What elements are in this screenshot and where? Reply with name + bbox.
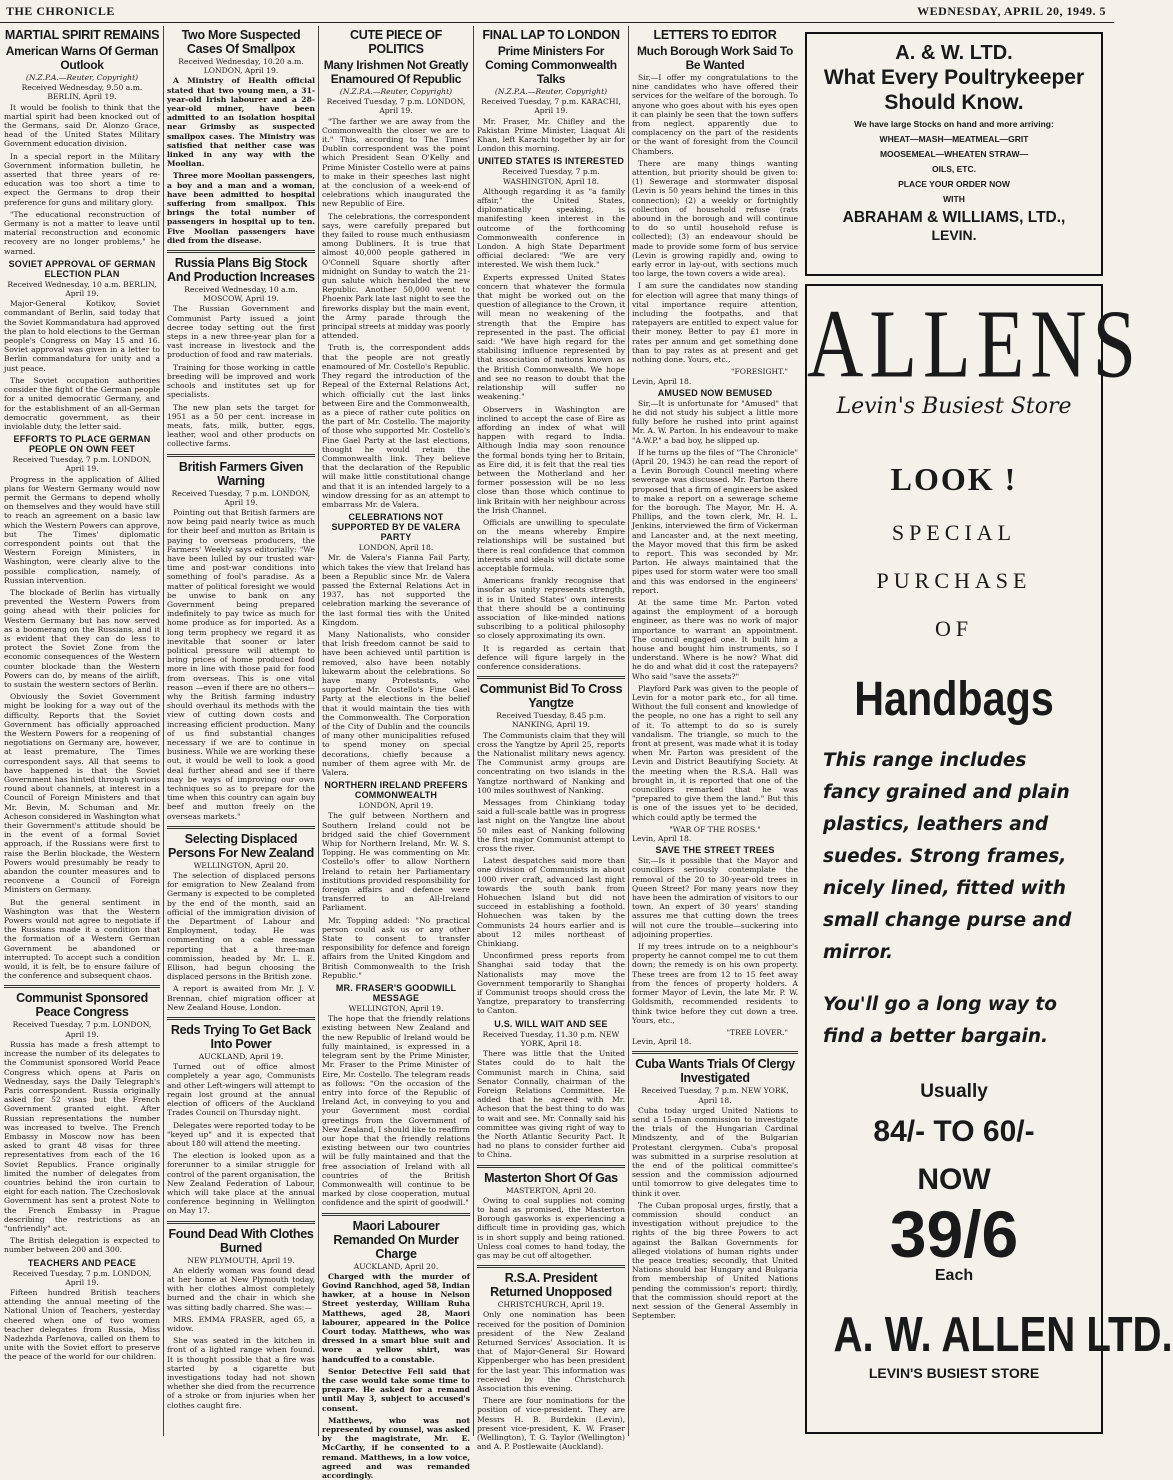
paragraph: The new plan sets the target for 1951 as a 50 per cent. increase in meats, fats, milk, butter, eggs, leather, wool and other products on collective farms.	[167, 402, 315, 449]
paragraph: Russia has made a fresh attempt to increase the number of its delegates to the Communist sponsored World Peace Congress which opens at Paris on Wednesday, says the Daily Telegraph's Paris correspondent. Russia originally asked for 52 visas but the French Government granted eight. After Russian representations the number was increased to twelve. The French Embassy in Moscow now has been asked to grant 48 visas for three representatives from each of the 16 Soviet Republics. France originally limited the number of delegates from countries behind the iron curtain to eight for each nation. The Czechoslovak Government has sent a protest Note to the French Embassy in Prague describing the restrictions as an "unfriendly" act.	[4, 1039, 160, 1233]
paragraph: There was little that the United States could do to halt the Communist march in China, said Senator Connally, chairman of the Foreign Relations Committee. He added that he agreed with Mr. Acheson that the best thing to do was to wait and see. Mr. Connally said his committee was giving right of way to the North Atlantic Security Pact. It had no plans to consider further aid to China.	[477, 1049, 625, 1160]
ad-text: WITH	[943, 194, 965, 204]
ad-text: PLACE YOUR ORDER NOW	[898, 179, 1010, 189]
divider	[477, 676, 625, 679]
divider	[167, 454, 315, 457]
headline: CUTE PIECE OF POLITICS	[350, 28, 442, 56]
paragraph: Training for those working in cattle breeding will be improved and work schools and institutes set up for specialists.	[167, 362, 315, 400]
ad-now: NOW	[917, 1163, 991, 1196]
subhead: SAVE THE STREET TREES	[655, 845, 775, 856]
paragraph: Sir,—It is unfortunate for "Amused" that he did not study his subject a little more fully before he rushed into print against Mr. A. W. Parton. In his endeavour to make "A.W.P." a bad boy, he slipped up.	[632, 398, 798, 445]
ad-each: Each	[934, 1267, 974, 1284]
paragraph: But the general sentiment in Washington was that the Western Powers would not agree to negotiate if the Russians made it a condition that the formation of a Western German Government be abandoned or interrupted. To accept such a condition would, it is felt, be to ensure failure of the conference and subsequent chaos.	[4, 897, 160, 981]
paragraph: Messages from Chinkiang today said a full-scale battle was in progress last night on the Yangtze line about 50 miles east of Nanking following the first major Communist attempt to cross the river.	[477, 798, 625, 854]
paper-name: THE CHRONICLE	[6, 4, 115, 18]
paragraph: Officials are unwilling to speculate on the means whereby Empire relationships will be sustained but there is real confidence that common interests and ideals will dictate some acceptable formula.	[477, 517, 625, 573]
paragraph: Cuba today urged United Nations to send a 15-man commission to investigate the trials of the Hungarian Cardinal Mindszenty, and of the Bulgarian Protestant clergymen. Cuba's proposal was submitted in a surprise resolution at the end of the political committee's session and the commission adjourned until tomorrow to give delegates time to think it over.	[632, 1105, 798, 1198]
page-date: WEDNESDAY, APRIL 20, 1949. 5	[917, 4, 1106, 18]
ad-company-slogan: LEVIN'S BUSIEST STORE	[868, 1365, 1040, 1381]
paragraph: Many Nationalists, who consider that Irish freedom cannot be said to have been achieved until partition is removed, also have been notably lukewarm about the celebrations. So have many Protestants, who supported Mr. Costello's Fine Gael Party at the elections in the belief that it would maintain the ties with the Commonwealth. The Corporation of the City of Dublin and the councils of many other municipalities refused to spend money on special decorations, chiefly because a number of them agree with Mr. de Valera.	[322, 629, 470, 778]
paragraph: If my trees intrude on to a neighbour's property he cannot compel me to cut them down; the remedy is on his own property. These trees are from 12 to 15 feet away from the fences of property holders. A former Mayor of Levin, the late Mr. P. W. Goldsmith, recommended residents to think twice before they cut down a tree. Yours, etc.,	[632, 942, 798, 1025]
paragraph: The blockade of Berlin has virtually prevented the Western Powers from going ahead with their policies for Western Germany but has now served as a boomerang on the Russians, and it is evident that they can do less to protect the Soviet Zone from the economic consequences of the Western counter blockade than the Western Powers can do, by means of the airlift, to sustain the western sectors of Berlin.	[4, 587, 160, 689]
subhead: UNITED STATES IS INTERESTED	[477, 156, 625, 167]
ad-company: ABRAHAM & WILLIAMS, LTD.,	[842, 209, 1066, 226]
paragraph: Matthews, who was not represented by counsel, was asked by the magistrate, Mr. E. McCarthy, if he consented to a remand. Matthews, in a low voice, agreed and was remanded accordingly.	[322, 1415, 470, 1480]
paragraph: She was seated in the kitchen in front of a lighted range when found. It is thought possible that a fire was started by a cigarette but investigations today had not shown whether she died from the recurrence of a stroke or from injuries when her clothes caught fire.	[167, 1336, 315, 1410]
headline: Russia Plans Big Stock And Production Increases	[167, 256, 315, 285]
byline: (N.Z.P.A.—Reuter, Copyright)	[339, 87, 453, 96]
subhead: TEACHERS AND PEACE	[27, 1257, 137, 1268]
divider	[167, 826, 315, 829]
headline: FINAL LAP TO LONDON	[482, 28, 620, 42]
paragraph: The election is looked upon as a forerunner to a similar struggle for control of the parent organisation, the New Zealand Federation of Labour, which will take place at the annual conference beginning in Wellington on May 17.	[167, 1151, 315, 1216]
divider	[477, 1165, 625, 1168]
column-4	[477, 26, 625, 1452]
paragraph: Truth is, the correspondent adds that the people are not greatly enamoured of Mr. Costello's Republic. They regard the introduction of the Repeal of the External Relations Act, which officially cut the last links between Eire and the Commonwealth, as a piece of rather cute politics on the part of Mr. Costello. The majority of those who supported Mr. Costello's Fine Gael Party at the last elections, thought he would retain the Commonwealth link. They believe that the declaration of the Republic will make little constitutional change and that it is an intended largely to a window dressing for as an attempt to embarrass Mr. de Valera.	[322, 343, 470, 509]
subhead: NORTHERN IRELAND PREFERS COMMONWEALTH	[324, 780, 468, 801]
paragraph: In a special report in the Military Government information bulletin, he asserted that three years of re-education was too short a time to expect the Germans to drop their preference for guns and military glory.	[4, 151, 160, 207]
ad-look: LOOK !	[890, 461, 1018, 497]
dateline: Received Tuesday, 8.45 p.m. NANKING, April 19.	[496, 711, 606, 730]
subheadline: Many Irishmen Not Greatly Enamoured Of Republic	[323, 58, 469, 86]
dateline: Received Tuesday, 7 p.m. LONDON, April 19.	[326, 97, 466, 116]
paragraph: There are four nominations for the position of vice-president. They are Messrs H. B. Burdekin (Levin), present vice-president, K. W. Fraser (Wellington), T. G. Taylor (Wellington) and A. P. Postlewaite (Auckland).	[477, 1396, 625, 1452]
ad-old-price: 84/- TO 60/-	[873, 1115, 1035, 1148]
headline: Communist Bid To Cross Yangtze	[479, 682, 623, 711]
dateline: Received Tuesday, 7 p.m. WASHINGTON, April 18.	[502, 167, 600, 186]
ad-price: 39/6	[889, 1197, 1019, 1271]
paragraph: Progress in the application of Allied plans for Western Germany would now permit the Germans to depend wholly on themselves and they would have still to reach an agreement on a basic law which the Western Powers can approve, but The Times' diplomatic correspondent points out that the Western Foreign Ministers, in Washington, were clearly alive to the possible complication, namely, of Russian intervention.	[4, 474, 160, 585]
paragraph: The selection of displaced persons for emigration to New Zealand from Germany is expected to be completed by the end of the month, said an official of the immigration division of the Department of Labour and Employment, today. He was commenting on a cable message reporting that a three-man commission, headed by Mr. L. E. Ellison, had begun choosing the displaced persons in the British zone.	[167, 871, 315, 982]
paragraph: The Communists claim that they will cross the Yangtze by April 25, reports the Nationalist military news agency. The Communist army groups are concentrating on two islands in the Yangtze northward of Nanking and 100 miles southwest of Nanking.	[477, 730, 625, 795]
paragraph: If he turns up the files of "The Chronicle" (April 20, 1943) he can read the report of a Levin Borough Council meeting where sewerage was discussed. Mr. Parton there proposed that a firm of engineers be asked to make a report on a sewerage scheme for the borough. The Mayor, Mr. H. A. Phillips, and the town clerk, Mr. H. L. Jenkins, interviewed the firm of Vickerman and Lancaster and, at the next meeting, the Mayor moved that this firm be asked to report. This was seconded by Mr. Parton. He always maintained that the pipes used for storm water were too small and this was endorsed in the engineers' report.	[632, 447, 798, 595]
dateline: CHRISTCHURCH, April 19.	[497, 1300, 605, 1310]
paragraph: Latest despatches said more than one division of Communists in about 1000 river craft, advanced last night towards the south bank from Hohuechen Island but did not succeed in establishing a foothold. Hohuechen was taken by the Communists 24 hours earlier and is about 12 miles northeast of Chinkiang.	[477, 856, 625, 949]
subhead: CELEBRATIONS NOT SUPPORTED BY DE VALERA PARTY	[331, 512, 461, 543]
dateline: Received Tuesday, 7 p.m. LONDON, April 19.	[12, 455, 152, 474]
paragraph: Three more Moolian passengers, a boy and a man and a woman, have been admitted to hospital suffering from smallpox. This brings the total number of passengers in hospital up to ten. Five Moolian passengers have died from the disease.	[167, 171, 315, 245]
headline: Communist Sponsored Peace Congress	[16, 991, 148, 1020]
dateline: Received Tuesday, 7 p.m. LONDON, April 19.	[12, 1020, 152, 1039]
paragraph: The Cuban proposal urges, firstly, that a commission should conduct an investigation without prejudice to the rights of the big three Powers to act against the Balkan Governments for alleged violations of human rights under the peace treaties; secondly, that United Nations should bar Hungary and Bulgaria from membership of United Nations pending the commission's report; thirdly, that the commission should report at the next session of the General Assembly in September.	[632, 1200, 798, 1321]
divider	[632, 1051, 798, 1054]
subhead: AMUSED NOW BEMUSED	[657, 387, 773, 398]
dateline: Received Tuesday, 7 p.m. NEW YORK, April 18.	[641, 1086, 789, 1105]
ad-description: This range includes fancy grained and plain plastics, leathers and suedes. Strong frames, nicely lined, fitted with small change purse and mirror.	[823, 750, 1072, 963]
dateline: AUCKLAND, April 19.	[198, 1052, 284, 1062]
subheadline: American Warns Of German Outlook	[5, 44, 159, 72]
column-5	[632, 26, 798, 1436]
paragraph: Major-General Kotikov, Soviet commandant of Berlin, said today that the Soviet Kommandatura had approved the plan to hold elections to the German people's Congress on May 15 and 16. Soviet approval was given in a letter to Berlin commandatura for unity and a just peace.	[4, 299, 160, 373]
ad-purchase: PURCHASE	[876, 568, 1032, 593]
paragraph: Turned out of office almost completely a year ago, Communists and other Left-wingers will attempt to regain lost ground at the annual election of officers of the Auckland Trades Council on Thursday night.	[167, 1062, 315, 1118]
advertisement-allens	[805, 284, 1173, 1434]
byline: (N.Z.P.A.—Reuter, Copyright)	[494, 87, 608, 96]
paragraph: MRS. EMMA FRASER, aged 65, a widow.	[167, 1314, 315, 1333]
paragraph: Delegates were reported today to be "keyed up" and it is expected that about 180 will attend the meeting.	[167, 1120, 315, 1148]
paragraph: Americans frankly recognise that insofar as unity represents strength, it is in United States' own interests that there should be a continuing association of like-minded nations subscribing to a political philosophy so closely approximating its own.	[477, 576, 625, 641]
headline: British Farmers Given Warning	[178, 459, 304, 488]
paragraph: Only one nomination has been received for the position of Dominion president of the New Zealand Returned Services' Association. It is that of Major-General Sir Howard Kippenberger who has been president for the last year. This information was received by the Christchurch Association this evening.	[477, 1310, 625, 1393]
dateline: MASTERTON, April 20.	[505, 1185, 597, 1195]
letter-location: Levin, April 18.	[632, 376, 692, 386]
column-3	[322, 26, 470, 1480]
dateline: Received Wednesday, 10 a.m. BERLIN, April 19.	[7, 279, 157, 299]
letter-signature: "FORESIGHT."	[731, 367, 788, 377]
paragraph: Obviously the Soviet Government might be looking for a way out of the difficulty. Reports that the Soviet Government has officially approached the Western Powers for a reopening of negotiations on Germany are, however, at least premature, The Times correspondent says. All that seems to have happened is that the Soviet Government has hinted through various round about channels, at interest in a Council of Foreign Ministers and that Mr. Bevin, M. Schuman and Mr. Acheson considered in Washington what their Government's attitude should be in the event of a formal Soviet approach, if the Russians were first to raise the Berlin blockade, the Western Powers would presumably be ready to abandon the counter measures and to reconvene a Council of Foreign Ministers on Germany.	[4, 692, 160, 895]
dateline: Received Wednesday, 9.50 a.m. BERLIN, April 19.	[21, 83, 143, 102]
paragraph: An elderly woman was found dead at her home at New Plymouth today, with her clothes almost completely burned and the chair in which she was sitting badly charred. She was:—	[167, 1265, 315, 1312]
column-rule	[473, 26, 474, 1436]
dateline: Received Tuesday, 7 p.m. LONDON, April 19.	[12, 1268, 152, 1287]
paragraph: There are many things wanting attention, but priority should be given to: (1) Sewerage and stormwater disposal (Levin is 50 years behind the times in this connection); (2) a weekly or fortnightly collection of household refuse (rats abound in the borough and will continue to do so until household refuse is collected); (3) an endeavour should be made to provide some form of bus service (Levin is growing rapidly and, owing to early error in lay-out, with sections much too large, the town covers a wide area).	[632, 158, 798, 279]
paragraph: The Russian Government and Communist Party issued a joint decree today setting out the first steps in a new three-year plan for a vast increase in livestock and the production of food and raw materials.	[167, 304, 315, 360]
byline: (N.Z.P.A.—Reuter, Copyright)	[25, 73, 139, 82]
paragraph: Mr. Fraser, Mr. Chifley and the Pakistan Prime Minister, Liaquat Ali Khan, left Karachi together by air for London this morning.	[477, 116, 625, 154]
ad-text: We have large Stocks on hand and more arriving:	[854, 119, 1054, 129]
headline: Two More Suspected Cases Of Smallpox	[181, 28, 301, 56]
paragraph: Charged with the murder of Govind Ranchhod, aged 58, Indian hawker, at a house in Nelson Street yesterday, William Ruha Matthews, aged 28, Maori labourer, appeared in the Police Court today. Matthews, who was dressed in a smart blue suit and wore a yellow shirt, was handcuffed to a constable.	[322, 1271, 470, 1364]
paragraph: It is regarded as certain that defence will figure largely in the conference considerations.	[477, 643, 625, 671]
paragraph: Experts expressed United States concern that whatever the formula that might be worked out on the question of allegiance to the Crown, it will mean no weakening of the strength that the Empire has represented in the past. The official said: "We have high regard for the stabilising influence represented by that association of nations known as the British Commonwealth. We hope and see no reason to doubt that the relationship will suffer no weakening."	[477, 272, 625, 402]
paragraph: The celebrations, the correspondent says, were carefully prepared but they failed to rouse much enthusiasm among Dubliners. It is true that almost 40,000 people gathered in O'Connell Square shortly after midnight on Sunday to watch the 21-gun salute which heralded the new Republic. Another 50,000 went to Phoenix Park late last night to see the fireworks display but the main event, the Army parade through the principal streets at midday was poorly attended.	[322, 211, 470, 341]
ad-title: A. & W. LTD.	[895, 42, 1013, 64]
paragraph: Unconfirmed press reports from Shanghai said today that the Nationalists may move the Government temporarily to Shanghai if Communist troops should cross the Yangtze, preparatory to transferring to Canton.	[477, 951, 625, 1016]
ad-text: OILS, ETC.	[932, 164, 976, 174]
headline: Found Dead With Clothes Burned	[168, 1226, 314, 1255]
headline: LETTERS TO EDITOR	[653, 28, 777, 42]
headline: Masterton Short Of Gas	[484, 1170, 618, 1185]
paragraph: Although regarding it as "a family affair," the United States, diplomatically speaking, is manifesting keen interest in the outcome of the forthcoming Commonwealth conference in London. A high State Department official declared: "We are very interested. We wish them luck."	[477, 186, 625, 270]
paragraph: The hope that the friendly relations existing between New Zealand and the new Republic of Ireland would be fully maintained, is expressed in a telegram sent by the Prime Minister, Mr. Fraser to the Prime Minister of Eire, Mr. Costello. The telegram reads as follows: "On the occasion of the entry into force of the Republic of Ireland Act, in conveying to you and your Government most cordial greetings from the Government of New Zealand, I should like to reaffirm our hope that the friendly relations existing between our two countries will be fully maintained and that the free association of Ireland with all countries of the British Commonwealth will continue to be marked by close cooperation, mutual confidence and the spirit of goodwill."	[322, 1014, 470, 1208]
dateline: Received Tuesday, 7 p.m. LONDON, April 19.	[171, 488, 311, 507]
ad-town: LEVIN.	[931, 227, 977, 243]
divider	[167, 1017, 315, 1020]
headline: MARTIAL SPIRIT REMAINS	[4, 28, 160, 42]
paragraph: A Ministry of Health official stated that two young men, a 31-year-old Irish labourer and a 28-year-old miner, have been admitted to an isolation hospital near Grimsby as suspected smallpox cases. The Ministry was satisfied that neither case was linked in any way with the Moolian.	[167, 76, 315, 169]
paragraph: The gulf between Northern and Southern Ireland could not be bridged said the chief Government Whip for Northern Ireland, Mr. W. S. Topping. He was commenting on Mr. Costello's offer to allow Northern Ireland to retain her Parliamentary institutions provided responsibility for foreign affairs and defence were transferred to an All-Ireland Parliament.	[322, 811, 470, 913]
letter-signature: "TREE LOVER."	[726, 1027, 788, 1037]
column-rule	[163, 26, 164, 1436]
paragraph: Mr. de Valera's Fianna Fail Party, which takes the view that Ireland has been a Republic since Mr. de Valera passed the External Relations Act in 1937, has not supported the celebration marking the severance of the last formal ties with the United Kingdom.	[322, 553, 470, 627]
dateline: LONDON, April 19.	[358, 801, 434, 811]
headline: Maori Labourer Remanded On Murder Charge	[333, 1218, 459, 1261]
subhead: MR. FRASER'S GOODWILL MESSAGE	[335, 983, 457, 1004]
headline: Reds Trying To Get Back Into Power	[170, 1023, 312, 1052]
letter-location: Levin, April 18.	[632, 834, 692, 844]
column-rule	[628, 26, 629, 1436]
subheadline: Prime Ministers For Coming Commonwealth Talks	[485, 44, 617, 86]
ad-company: A. W. ALLEN LTD.	[833, 1308, 1173, 1362]
paragraph: "The farther we are away from the Commonwealth the closer we are to it." This, according to The Times' Dublin correspondent was the point which President Sean O'Kelly and Prime Minister Costello were at pains to make in their speeches last night at the conclusion of a week-end of celebrations which inaugurated the new Republic of Eire.	[322, 116, 470, 209]
subhead: U.S. WILL WAIT AND SEE	[494, 1018, 608, 1029]
paragraph: The Soviet occupation authorities consider the fight of the German people for a united democratic Germany, and for the establishment of an all-German democratic government, as their inviolable duty, the letter said.	[4, 375, 160, 431]
letter-signature: "WAR OF THE ROSES."	[669, 824, 761, 834]
paragraph: I am sure the candidates now standing for election will agree that many things of vital importance require attention, including the footpaths, and that ratepayers are entitled to expect value for their money. Better to pay £1 more in rates per annum and get something done than to pay rates as at present and get nothing done. Yours, etc.,	[632, 281, 798, 365]
headline: Selecting Displaced Persons For New Zealand	[168, 831, 314, 860]
divider	[477, 1265, 625, 1268]
ad-product: Handbags	[854, 673, 1054, 726]
ad-text: WHEAT—MASH—MEATMEAL—GRIT	[879, 134, 1029, 144]
ad-text: MOOSEMEAL—WHEATEN STRAW—	[879, 149, 1029, 159]
masthead	[0, 0, 1114, 23]
paragraph: The British delegation is expected to number between 200 and 300.	[4, 1236, 160, 1255]
paragraph: Sir,—Is it possible that the Mayor and councillors seriously contemplate the removal of the 20 to 30-year-old trees in Queen Street? For many years now they have been the admiration of visitors to our town. An expert of 30 years' standing assures me that cutting down the trees will not cure the trouble—suckering into adjoining properties.	[632, 856, 798, 939]
dateline: Received Tuesday, 7 p.m. KARACHI, April 19.	[481, 97, 621, 116]
dateline: WELLINGTON, April 20.	[193, 860, 289, 870]
dateline: LONDON, April 18.	[358, 543, 434, 553]
paragraph: Mr. Topping added: "No practical person could ask us or any other State to consent to transfer responsibility for defence and foreign affairs from the United Kingdom and British Commonwealth to the Irish Republic."	[322, 915, 470, 980]
subhead: EFFORTS TO PLACE GERMAN PEOPLE ON OWN FEET	[13, 434, 151, 455]
paragraph: It would be foolish to think that the martial spirit had been knocked out of the Germans, said Dr. Alonzo Grace, head of the United States Military Government education division.	[4, 102, 160, 149]
divider	[322, 1213, 470, 1216]
column-1	[4, 26, 160, 1436]
advertisement-poultry	[805, 32, 1103, 276]
dateline: AUCKLAND, April 20.	[353, 1261, 439, 1271]
ad-description: You'll go a long way to find a better bargain.	[823, 994, 1057, 1047]
dateline: NEW PLYMOUTH, April 19.	[187, 1255, 295, 1265]
dateline: WELLINGTON, April 19.	[348, 1004, 444, 1014]
ad-headline: Should Know.	[884, 91, 1024, 114]
ad-usually: Usually	[920, 1081, 988, 1102]
dateline: Received Tuesday, 11.30 p.m. NEW YORK, April 18.	[482, 1029, 620, 1048]
ad-headline: What Every Poultrykeeper	[823, 66, 1085, 89]
paragraph: "The educational reconstruction of Germany is not a matter to leave until material reconstruction and economic recovery are no longer problems," he warned.	[4, 209, 160, 256]
ad-of: OF	[934, 616, 974, 641]
ad-special: SPECIAL	[891, 520, 1017, 545]
paragraph: Pointing out that British farmers are now being paid nearly twice as much for their beef and mutton as Britain is paying to overseas producers, the Farmers' Weekly says editorially: "We have been lulled by our trusted war-time and post-war conditions into something of fool's paradise. As a matter of political foresight we would be unwise to bank on any Government being prepared indefinitely to pay twice as much for home produce as for imported. As a long term prophecy we regard it as inevitable that sooner or later political pressure will attempt to bring prices of home produced food more in line with those paid for food from overseas. This is one vital reason —even if there are no others—why the British farming industry should overhaul its methods with the view of cutting down costs and increasing efficient production. Many of us find substantial changes necessary if we are to continue in business. While we are working these out, it would be well to look a good deal further ahead and see if there may be ways of improving our own techniques so as to prepare for the time when this country can again buy beef and mutton freely on the overseas markets."	[167, 507, 315, 821]
subhead: SOVIET APPROVAL OF GERMAN ELECTION PLAN	[8, 258, 156, 279]
paragraph: At the same time Mr. Parton voted against the employment of a borough engineer, as there was no work of major importance to warrant an appointment. The council engaged one. It built him a house and bought him instruments, so I understand. Where is he now? What did he do and what did it cost the ratepayers? Who said "save the assets?"	[632, 597, 798, 681]
paragraph: Owing to coal supplies not coming to hand as promised, the Masterton Borough gasworks is experiencing a difficult time in providing gas, which is in short supply and being rationed. Unless coal comes to hand today, the gas may be cut off altogether.	[477, 1195, 625, 1260]
divider	[167, 250, 315, 253]
paragraph: Fifteen hundred British teachers attending the annual meeting of the National Union of Teachers, yesterday cheered when one of two women teacher delegates from Russia, Miss Nadezhda Parfenova, called on them to unite with the Soviet effort to preserve the peace of the world for our children.	[4, 1287, 160, 1362]
paragraph: Playford Park was given to the people of Levin for a motor park etc., for all time. Without the full consent and knowledge of the people, no one has a right to sell any of it. To attempt to do so is surely vandalism. The triangle, so much to the front at present, was made what it is today when Mr. Parton was president of the Levin and District Beautifying Society. At the meeting when the R.S.A. Hall was brought in, it is reported that one of the councillors remarked that he was "prepared to give them the land." But this is one of the issues yet to be decided, which could aptly be termed the	[632, 683, 798, 822]
paragraph: Sir,—I offer my congratulations to the nine candidates who have offered their services for the welfare of the borough. To anyone who goes about with his eyes open it can plainly be seen that the town suffers from neglect, apparently due to complacency on the part of the residents or the want of foresight from the Council Chambers.	[632, 73, 798, 156]
paragraph: Observers in Washington are inclined to accept the case of Eire as affording an index of what will happen with regard to India. Although India may soon renounce the formal bonds tying her to Britain, as Eire did, it is felt that the real ties between the Motherland and her former possession will be no less close than those which continue to link Britain with her neighbour across the Irish Channel.	[477, 404, 625, 515]
letter-location: Levin, April 18.	[632, 1037, 692, 1047]
ad-brand: ALLENS	[807, 289, 1142, 398]
paragraph: Senior Detective Fell said that the case would take some time to prepare. He asked for a remand until May 3, subject to accused's consent.	[322, 1366, 470, 1413]
headline: R.S.A. President Returned Unopposed	[490, 1271, 612, 1300]
headline: Cuba Wants Trials Of Clergy Investigated	[635, 1057, 795, 1086]
paragraph: A report is awaited from Mr. J. V. Brennan, chief migration officer at New Zealand House, London.	[167, 984, 315, 1012]
column-2	[167, 26, 315, 1436]
column-rule	[318, 26, 319, 1436]
dateline: Received Wednesday, 10.20 a.m. LONDON, April 19.	[178, 57, 304, 76]
divider	[4, 985, 160, 988]
ad-tagline: Levin's Busiest Store	[836, 394, 1072, 419]
subheadline: Much Borough Work Said To Be Wanted	[636, 44, 794, 72]
divider	[167, 1221, 315, 1224]
dateline: Received Wednesday, 10 a.m. MOSCOW, April 19.	[184, 285, 298, 304]
